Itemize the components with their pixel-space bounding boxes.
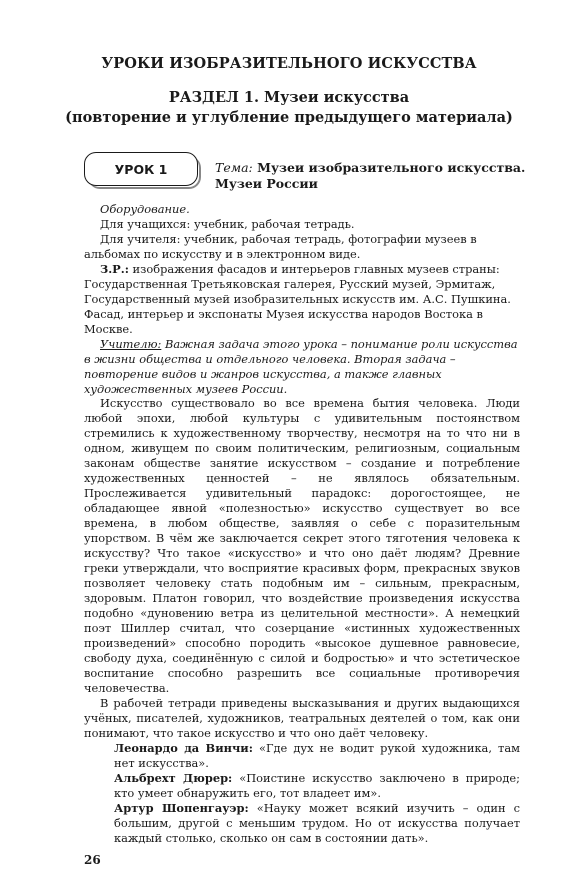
quote-author: Артур Шопенгауэр: — [114, 801, 249, 815]
equipment-students: Для учащихся: учебник, рабочая тетрадь. — [100, 217, 355, 231]
paragraph-2: В рабочей тетради приведены высказывания и других выдающихся учёных, писателей, художников, театральных деятелей о том, как они понимают, что такое искусство и что оно даёт человеку. — [84, 696, 520, 740]
teacher-note — [84, 337, 520, 397]
quote-item — [84, 741, 520, 771]
quote-text: «Науку может всякий изучить – один с большим, другой с меньшим трудом. Но от искусства получает каждый столько, сколько он сам в состоянии дать». — [114, 801, 520, 845]
quote-author: Альбрехт Дюрер: — [114, 771, 233, 785]
quote-item — [84, 801, 520, 846]
teacher-note-text: Важная задача этого урока – понимание роли искусства в жизни общества и отдельного человека. Вторая задача – повторение видов и жанров искусства, а также главных художественных музеев России. — [84, 337, 518, 396]
topic-text: Музеи изобразительного искусства. Музеи России — [215, 160, 526, 191]
quote-text: «Поистине искусство заключено в природе; кто умеет обнаружить его, тот владеет им». — [114, 771, 520, 800]
quote-author: Леонардо да Винчи: — [114, 741, 253, 755]
lesson-badge: УРОК 1 — [84, 152, 198, 186]
main-text — [84, 396, 520, 846]
section-heading — [0, 88, 578, 128]
equipment-teacher: Для учителя: учебник, рабочая тетрадь, фотографии музеев в альбомах по искусству и в электронном виде. — [84, 232, 477, 261]
quote-item — [84, 771, 520, 801]
page-number: 26 — [84, 853, 101, 867]
teacher-note-label: Учителю: — [100, 337, 162, 351]
equipment-visuals — [84, 262, 520, 337]
page-title: УРОКИ ИЗОБРАЗИТЕЛЬНОГО ИСКУССТВА — [101, 55, 477, 72]
zr-text: изображения фасадов и интерьеров главных музеев страны: Государственная Третьяковская галерея, Русский музей, Эрмитаж, Государственный музей изобразительных искусств им. А.С. Пушкина. Фасад, интерьер и экспонаты Музея искусства народов Востока в Москве. — [84, 262, 511, 336]
section-title: РАЗДЕЛ 1. Музеи искусства — [168, 89, 410, 106]
zr-label: З.Р.: — [100, 262, 129, 276]
equipment-section — [84, 202, 520, 397]
section-subtitle: (повторение и углубление предыдущего материала) — [65, 109, 513, 126]
lesson-topic — [215, 160, 535, 192]
quote-text: «Где дух не водит рукой художника, там нет искусства». — [114, 741, 520, 770]
topic-label: Тема: — [215, 160, 253, 175]
equipment-label: Оборудование. — [100, 202, 190, 216]
paragraph-1: Искусство существовало во все времена бытия человека. Люди любой эпохи, любой культуры с удивительным постоянством стремились к художественному творчеству, несмотря на то что ни в одном, живущем по своим политическим, религиозным, социальным законам обществе занятие искусством – создание и потребление художественных ценностей – не являлось обязательным. Прослеживается удивительный парадокс: дорогостоящее, не обладающее явной «полезностью» искусство существует во все времена, в любом обществе, заявляя о себе с поразительным упорством. В чём же заключается секрет этого тяготения человека к искусству? Что такое «искусство» и что оно даёт людям? Древние греки утверждали, что восприятие красивых форм, прекрасных звуков позволяет человеку стать подобным им – сильным, прекрасным, здоровым. Платон говорил, что воздействие произведения искусства подобно «дуновению ветра из целительной местности». А немецкий поэт Шиллер считал, что созерцание «истинных художественных произведений» способно породить «высокое душевное равновесие, свободу духа, соединённую с силой и бодростью» и что эстетическое воспитание способно разрешить все социальные противоречия человечества. — [84, 396, 520, 695]
